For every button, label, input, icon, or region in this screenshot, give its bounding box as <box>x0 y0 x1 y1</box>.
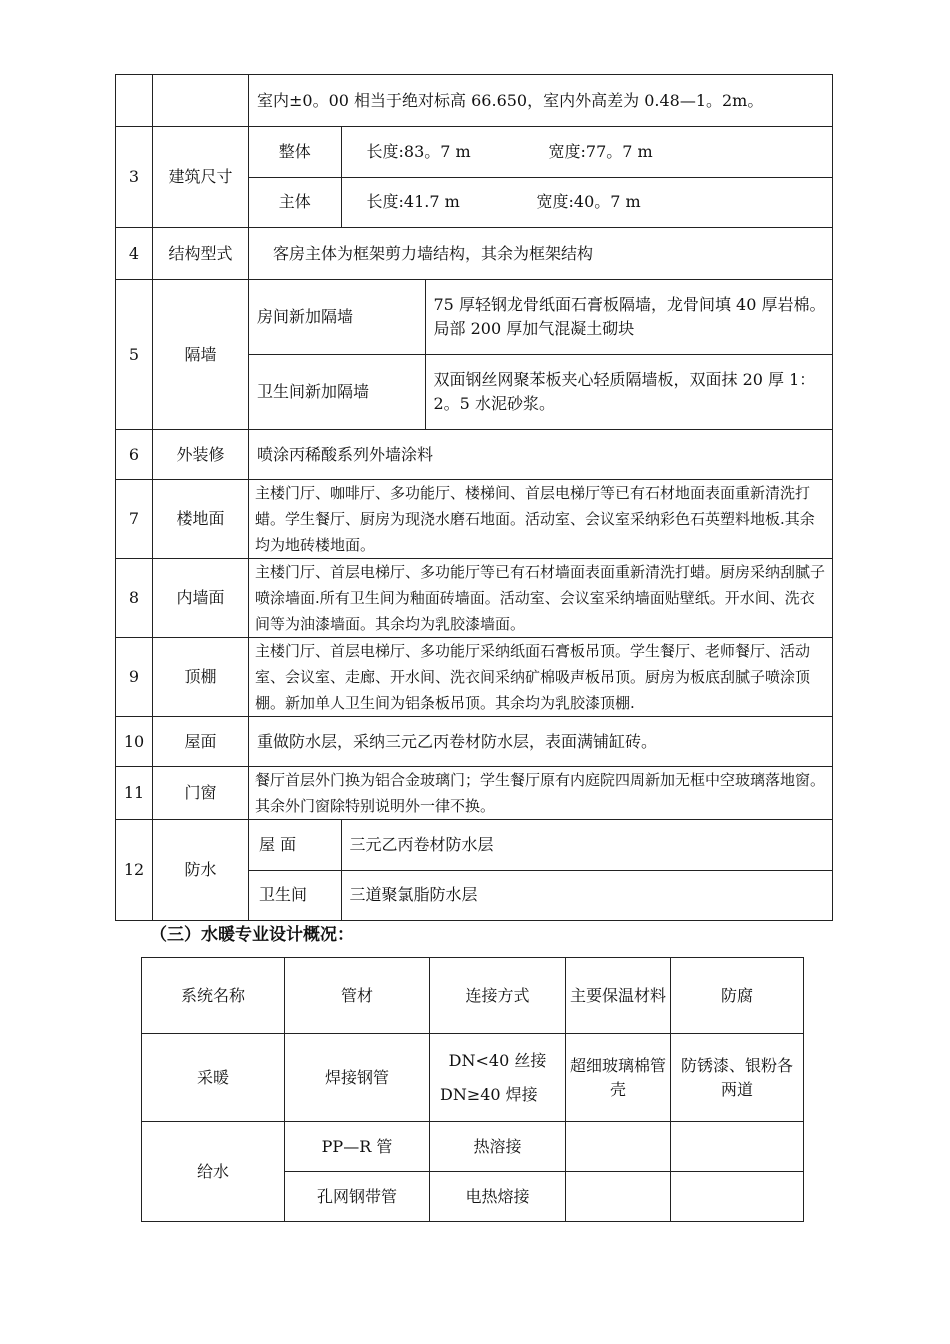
row-content: 重做防水层，采纳三元乙丙卷材防水层，表面满铺缸砖。 <box>249 717 833 767</box>
table-row <box>142 1122 804 1172</box>
column-header: 主要保温材料 <box>566 958 671 1034</box>
length-value: 长度:41.7 m <box>366 192 460 212</box>
table-row <box>116 228 833 280</box>
anticorrosion <box>671 1172 804 1222</box>
row-label: 结构型式 <box>153 228 249 280</box>
pipe-material: PP—R 管 <box>285 1122 430 1172</box>
row-label: 门窗 <box>153 767 249 820</box>
sub-label: 主体 <box>249 177 341 227</box>
waterproof-subtable <box>249 820 832 920</box>
column-header: 系统名称 <box>142 958 285 1034</box>
row-content: 室内±0。00 相当于绝对标高 66.650，室内外高差为 0.48—1。2m。 <box>249 75 833 127</box>
connection-method <box>430 1034 566 1122</box>
row-number: 8 <box>116 559 153 638</box>
table-header-row <box>142 958 804 1034</box>
connection-line: DN<40 丝接 <box>448 1050 547 1070</box>
column-header: 管材 <box>285 958 430 1034</box>
row-number: 3 <box>116 127 153 228</box>
row-label: 外装修 <box>153 430 249 480</box>
table-row <box>116 767 833 820</box>
length-value: 长度:83。7 m <box>366 141 471 161</box>
row-content: 喷涂丙稀酸系列外墙涂料 <box>249 430 833 480</box>
table-row <box>116 127 833 228</box>
sub-label: 整体 <box>278 141 311 161</box>
row-label: 建筑尺寸 <box>153 127 249 228</box>
row-number: 10 <box>116 717 153 767</box>
table-row <box>116 280 833 430</box>
pipe-material: 焊接钢管 <box>285 1034 430 1122</box>
table-row <box>116 638 833 717</box>
system-name: 给水 <box>142 1122 285 1222</box>
table-row <box>142 1034 804 1122</box>
row-number: 6 <box>116 430 153 480</box>
connection-line: DN≥40 焊接 <box>440 1084 538 1104</box>
anticorrosion <box>671 1122 804 1172</box>
row-content <box>249 820 833 921</box>
row-label: 屋面 <box>153 717 249 767</box>
row-content <box>249 127 833 228</box>
width-value: 宽度:77。7 m <box>548 141 653 161</box>
sub-content: 三道聚氯脂防水层 <box>341 870 832 920</box>
row-label: 顶棚 <box>153 638 249 717</box>
insulation-material <box>566 1172 671 1222</box>
row-label: 防水 <box>153 820 249 921</box>
row-content <box>249 280 833 430</box>
column-header: 防腐 <box>671 958 804 1034</box>
row-number-cell <box>116 75 153 127</box>
insulation-material: 超细玻璃棉管壳 <box>566 1034 671 1122</box>
width-value: 宽度:40。7 m <box>536 192 641 212</box>
sub-label: 卫生间 <box>249 870 341 920</box>
row-content: 主楼门厅、咖啡厅、多功能厅、楼梯间、首层电梯厅等已有石材地面表面重新清洗打蜡。学生餐厅、厨房为现浇水磨石地面。活动室、会议室采纳彩色石英塑料地板.其余均为地砖楼地面。 <box>249 480 833 559</box>
sub-label: 卫生间新加隔墙 <box>249 354 425 429</box>
sub-content <box>341 177 832 227</box>
sub-content: 75 厚轻钢龙骨纸面石膏板隔墙，龙骨间填 40 厚岩棉。局部 200 厚加气混凝土砌块 <box>425 280 832 354</box>
table-row <box>116 430 833 480</box>
row-content: 主楼门厅、首层电梯厅、多功能厅采纳纸面石膏板吊顶。学生餐厅、老师餐厅、活动室、会议室、走廊、开水间、洗衣间采纳矿棉吸声板吊顶。厨房为板底刮腻子喷涂顶棚。新加单人卫生间为铝条板吊顶。其余均为乳胶漆顶棚. <box>249 638 833 717</box>
row-label: 隔墙 <box>153 280 249 430</box>
table-row <box>116 480 833 559</box>
row-number: 9 <box>116 638 153 717</box>
row-content: 主楼门厅、首层电梯厅、多功能厅等已有石材墙面表面重新清洗打蜡。厨房采纳刮腻子喷涂墙面.所有卫生间为釉面砖墙面。活动室、会议室采纳墙面贴壁纸。开水间、洗衣间等为油漆墙面。其余均为乳胶漆墙面。 <box>249 559 833 638</box>
connection-method: 电热熔接 <box>430 1172 566 1222</box>
table-row <box>116 75 833 127</box>
row-number: 7 <box>116 480 153 559</box>
table-row <box>116 717 833 767</box>
anticorrosion: 防锈漆、银粉各两道 <box>671 1034 804 1122</box>
row-number: 4 <box>116 228 153 280</box>
sub-content: 双面钢丝网聚苯板夹心轻质隔墙板，双面抹 20 厚 1：2。5 水泥砂浆。 <box>425 354 832 429</box>
partition-subtable <box>249 280 832 429</box>
sub-label: 房间新加隔墙 <box>257 306 354 326</box>
connection-method: 热溶接 <box>430 1122 566 1172</box>
pipe-material: 孔网钢带管 <box>285 1172 430 1222</box>
row-number: 5 <box>116 280 153 430</box>
row-number: 11 <box>116 767 153 820</box>
row-label-cell <box>153 75 249 127</box>
sub-content <box>341 127 832 177</box>
row-content: 餐厅首层外门换为铝合金玻璃门；学生餐厅原有内庭院四周新加无框中空玻璃落地窗。其余外门窗除特别说明外一律不换。 <box>249 767 833 820</box>
row-content: 客房主体为框架剪力墙结构，其余为框架结构 <box>249 228 833 280</box>
sub-content: 三元乙丙卷材防水层 <box>341 820 832 870</box>
row-label: 内墙面 <box>153 559 249 638</box>
table-row <box>116 559 833 638</box>
building-overview-table <box>115 74 833 921</box>
table-row <box>116 820 833 921</box>
column-header: 连接方式 <box>430 958 566 1034</box>
row-number: 12 <box>116 820 153 921</box>
insulation-material <box>566 1122 671 1172</box>
row-label: 楼地面 <box>153 480 249 559</box>
hvac-overview-table <box>141 957 804 1222</box>
system-name: 采暖 <box>142 1034 285 1122</box>
sub-label: 屋 面 <box>259 834 297 854</box>
building-size-subtable <box>249 127 832 227</box>
section-heading: （三）水暖专业设计概况： <box>150 925 354 945</box>
